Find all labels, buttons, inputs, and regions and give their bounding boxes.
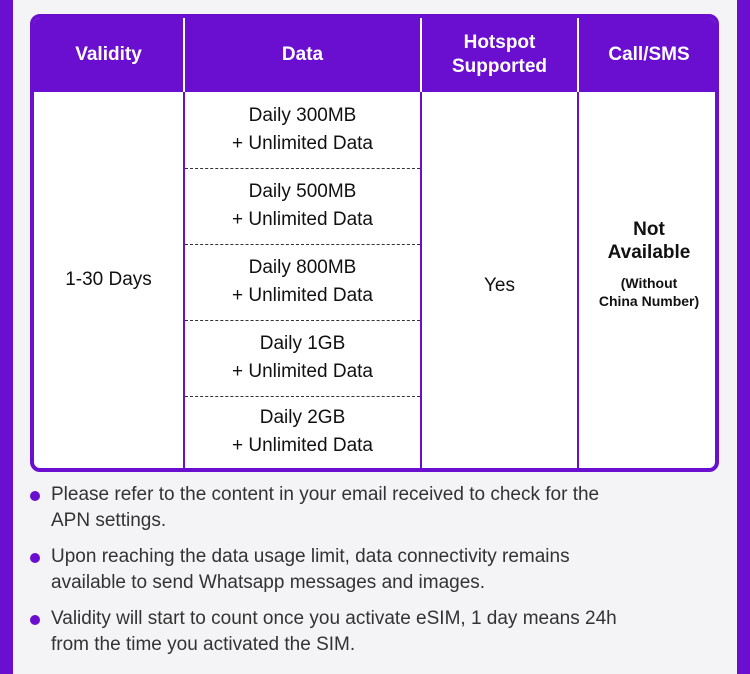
header-hotspot	[422, 18, 577, 92]
header-hotspot-line2: Supported	[452, 56, 547, 77]
note-line: Upon reaching the data usage limit, data connectivity remains	[51, 546, 570, 567]
header-divider	[183, 18, 185, 92]
hotspot-cell: Yes	[484, 275, 515, 296]
data-plan-amount: Daily 500MB	[248, 181, 357, 202]
data-plan-cell	[185, 168, 420, 244]
data-plan-amount: Daily 2GB	[259, 407, 346, 428]
data-plan-extra: + Unlimited Data	[232, 361, 373, 382]
data-plan-amount: Daily 300MB	[248, 104, 357, 126]
header-call-sms: Call/SMS	[608, 44, 690, 65]
call-sms-note-line2: China Number)	[598, 293, 700, 309]
header-hotspot-line1: Hotspot	[463, 32, 536, 53]
data-plan-extra: + Unlimited Data	[232, 209, 373, 230]
data-plan-cell	[185, 396, 420, 468]
call-sms-status-line1: Not	[633, 219, 665, 240]
note-item	[30, 606, 730, 658]
notes-list	[30, 482, 730, 668]
data-plan-extra: + Unlimited Data	[232, 132, 373, 154]
header-divider	[577, 18, 579, 92]
data-plan-amount: Daily 1GB	[259, 333, 346, 354]
left-border-strip	[0, 0, 13, 674]
note-line: from the time you activated the SIM.	[51, 634, 356, 655]
note-item	[30, 544, 730, 596]
validity-cell: 1-30 Days	[65, 269, 152, 290]
note-line: available to send Whatsapp messages and images.	[51, 572, 486, 593]
call-sms-cell	[579, 218, 719, 310]
header-validity: Validity	[75, 44, 142, 65]
bullet-icon	[30, 491, 40, 501]
call-sms-status-line2: Available	[607, 242, 691, 263]
right-border-strip	[737, 0, 750, 674]
header-data: Data	[281, 44, 324, 65]
data-plan-amount: Daily 800MB	[248, 257, 357, 278]
bullet-icon	[30, 615, 40, 625]
data-plan-cell	[185, 320, 420, 396]
data-plan-cell	[185, 92, 420, 167]
header-divider	[420, 18, 422, 92]
plan-table	[30, 14, 719, 472]
bullet-icon	[30, 553, 40, 563]
call-sms-note-line1: (Without	[620, 275, 678, 291]
data-plan-extra: + Unlimited Data	[232, 435, 373, 456]
data-plan-cell	[185, 244, 420, 320]
note-line: Please refer to the content in your email received to check for the	[51, 484, 600, 505]
data-plan-extra: + Unlimited Data	[232, 285, 373, 306]
table-header	[34, 18, 715, 92]
note-item	[30, 482, 730, 534]
note-line: APN settings.	[51, 510, 167, 531]
note-line: Validity will start to count once you activate eSIM, 1 day means 24h	[51, 608, 617, 629]
call-sms-note	[579, 274, 719, 310]
